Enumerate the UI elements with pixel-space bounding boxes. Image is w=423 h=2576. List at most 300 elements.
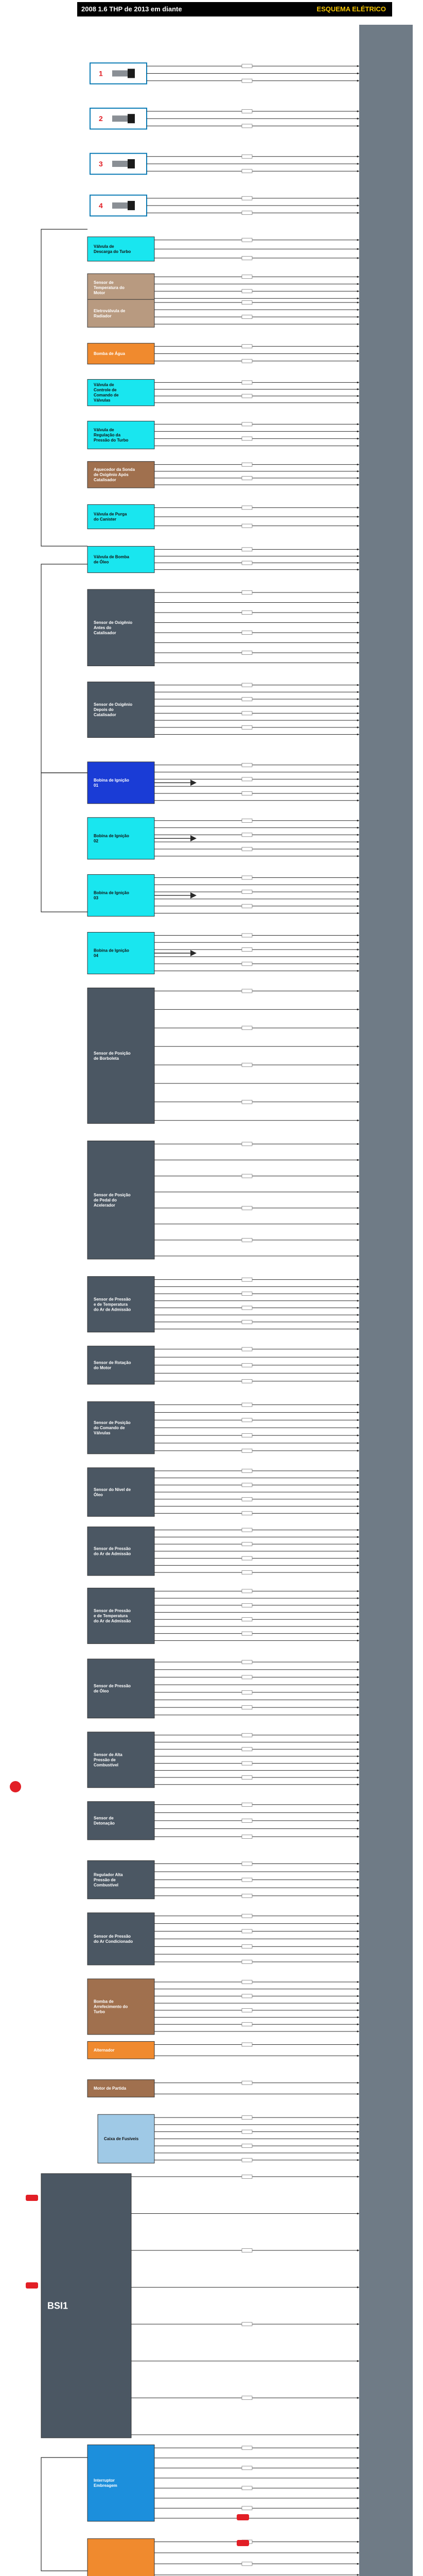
bus-pin xyxy=(357,197,358,199)
bus-pin xyxy=(357,516,358,517)
bus-pin xyxy=(357,1871,358,1872)
bus-pin xyxy=(357,622,358,623)
wire-code-tag xyxy=(242,238,252,242)
wire-code-tag xyxy=(242,256,252,260)
wire-code-tag xyxy=(242,2008,252,2012)
wire-code-tag xyxy=(242,1100,252,1104)
bus-pin xyxy=(357,963,358,964)
bus-pin xyxy=(357,2552,358,2553)
fuse-badge xyxy=(237,2540,249,2546)
diagram-title: 2008 1.6 THP de 2013 em diante xyxy=(81,5,182,13)
component-28 xyxy=(87,1732,359,1788)
bus-pin xyxy=(357,848,358,850)
component-19 xyxy=(87,988,359,1123)
bus-pin xyxy=(357,1961,358,1962)
bus-pin xyxy=(357,1143,358,1145)
wire-code-tag xyxy=(242,2130,252,2133)
component-1 xyxy=(90,108,359,129)
bus-pin xyxy=(357,1505,358,1507)
wire-code-tag xyxy=(242,2323,252,2326)
injector-connector-icon xyxy=(128,69,135,78)
wire-code-tag xyxy=(242,1945,252,1948)
bus-pin xyxy=(357,1207,358,1209)
wire-code-tag xyxy=(242,1862,252,1866)
component-33 xyxy=(87,2041,359,2059)
bus-pin xyxy=(357,1836,358,1837)
bus-pin xyxy=(357,1286,358,1287)
component-18 xyxy=(87,933,359,974)
bus-pin xyxy=(357,1536,358,1538)
component-10 xyxy=(87,462,359,488)
component-label: Depois do xyxy=(94,707,114,713)
bus-pin xyxy=(357,1770,358,1771)
component-label: e de Temperatura xyxy=(94,1614,128,1619)
component-box xyxy=(87,2539,154,2576)
wire-code-tag xyxy=(242,1618,252,1621)
bus-pin xyxy=(357,1380,358,1382)
bus-pin xyxy=(357,855,358,857)
wire-code-tag xyxy=(242,1306,252,1310)
wire-code-tag xyxy=(242,1929,252,1933)
bus-pin xyxy=(357,684,358,686)
wire-code-tag xyxy=(242,211,252,215)
bus-pin xyxy=(357,1419,358,1421)
bus-pin xyxy=(357,1307,358,1309)
bus-pin xyxy=(357,1442,358,1444)
bus-pin xyxy=(357,1279,358,1280)
component-35 xyxy=(98,2114,359,2163)
wire-code-tag xyxy=(242,381,252,384)
wire-code-tag xyxy=(242,725,252,729)
bus-pin xyxy=(357,445,358,447)
component-24 xyxy=(87,1468,359,1516)
component-26 xyxy=(87,1588,359,1643)
ground-loop xyxy=(41,229,87,546)
wire-code-tag xyxy=(242,1278,252,1281)
component-label: Caixa de Fusíveis xyxy=(104,2137,139,2142)
bus-pin xyxy=(357,1314,358,1316)
component-label: e de Temperatura xyxy=(94,1302,128,1307)
bus-pin xyxy=(357,382,358,383)
bus-pin xyxy=(357,1930,358,1932)
component-label: Óleo xyxy=(94,1492,103,1497)
bus-pin xyxy=(357,2477,358,2479)
bus-pin xyxy=(357,1762,358,1764)
bus-pin xyxy=(357,1633,358,1634)
bus-pin xyxy=(357,1223,358,1225)
wire-code-tag xyxy=(242,345,252,348)
bus-pin xyxy=(357,698,358,700)
bus-pin xyxy=(357,1669,358,1670)
wire-code-tag xyxy=(242,476,252,480)
component-8 xyxy=(87,379,359,405)
wire-code-tag xyxy=(242,290,252,293)
bus-pin xyxy=(357,276,358,278)
bus-pin xyxy=(357,1328,358,1330)
wire-code-tag xyxy=(242,876,252,879)
wire-code-tag xyxy=(242,301,252,304)
bus-pin xyxy=(357,2131,358,2132)
bus-pin xyxy=(357,827,358,828)
wire-code-tag xyxy=(242,1994,252,1998)
wire-code-tag xyxy=(242,2144,252,2148)
component-label: Embreagem xyxy=(94,2483,117,2488)
wire-code-tag xyxy=(242,524,252,528)
wire-code-tag xyxy=(242,422,252,426)
bus-pin xyxy=(357,1404,358,1405)
component-label: Pressão de xyxy=(94,1877,116,1883)
bus-pin xyxy=(357,1191,358,1193)
component-label: Sensor de Alta xyxy=(94,1752,122,1757)
component-label: do Canister xyxy=(94,517,117,522)
component-label: Catalisador xyxy=(94,477,116,482)
component-11 xyxy=(87,504,359,529)
bus-pin xyxy=(357,1435,358,1436)
bus-pin xyxy=(357,1450,358,1451)
bus-pin xyxy=(357,1734,358,1736)
bus-pin xyxy=(357,395,358,397)
component-label: Sensor de Oxigênio xyxy=(94,620,133,625)
bus-pin xyxy=(357,786,358,787)
bus-pin xyxy=(357,2467,358,2469)
component-label: Regulação da xyxy=(94,433,121,438)
component-label: Temperatura do xyxy=(94,285,125,290)
component-label: Detonação xyxy=(94,1821,115,1826)
diagram-subtitle: ESQUEMA ELÉTRICO xyxy=(316,5,386,13)
wire-code-tag xyxy=(242,1142,252,1146)
component-label: Sensor de Pressão xyxy=(94,1546,131,1551)
bus-pin xyxy=(357,820,358,821)
component-label: Válvula de xyxy=(94,382,114,387)
bus-pin xyxy=(357,1953,358,1955)
bus-pin xyxy=(357,1372,358,1374)
ground-loop xyxy=(41,773,87,912)
wire-code-tag xyxy=(242,2446,252,2450)
bus-pin xyxy=(357,1661,358,1663)
wire-code-tag xyxy=(242,2506,252,2510)
power-source-icon xyxy=(10,1781,21,1792)
bus-pin xyxy=(357,298,358,299)
bus-pin xyxy=(357,171,358,172)
bus-pin xyxy=(357,388,358,390)
bus-pin xyxy=(357,970,358,972)
bus-pin xyxy=(357,2497,358,2499)
bus-pin xyxy=(357,1529,358,1531)
bus-pin xyxy=(357,1571,358,1573)
bus-pin xyxy=(357,212,358,214)
component-32 xyxy=(87,1979,359,2035)
bus-pin xyxy=(357,2487,358,2489)
wire-code-tag xyxy=(242,2562,252,2566)
wire-code-tag xyxy=(242,1960,252,1963)
bus-pin xyxy=(357,2159,358,2161)
component-label: de Óleo xyxy=(94,560,109,565)
wire-code-tag xyxy=(242,1761,252,1765)
bus-pin xyxy=(357,2152,358,2154)
wire-code-tag xyxy=(242,1914,252,1918)
wire-code-tag xyxy=(242,79,252,82)
fuse-badge xyxy=(237,2514,249,2520)
bus-pin xyxy=(357,771,358,773)
component-label: Comando de xyxy=(94,393,119,398)
injector-connector-icon xyxy=(128,159,135,168)
bus-pin xyxy=(357,205,358,206)
component-13 xyxy=(87,589,359,666)
bus-pin xyxy=(357,2286,358,2288)
bus-pin xyxy=(357,1784,358,1785)
component-9 xyxy=(87,421,359,449)
component-16 xyxy=(87,818,359,859)
bus-pin xyxy=(357,1064,358,1065)
bus-pin xyxy=(357,1101,358,1103)
wire-code-tag xyxy=(242,1483,252,1487)
component-label: Sensor de Pressão xyxy=(94,1684,131,1689)
bus-pin xyxy=(357,792,358,794)
component-label: Interruptor xyxy=(94,2478,115,2483)
bus-pin xyxy=(357,1676,358,1678)
component-label: Bomba de xyxy=(94,1999,114,2004)
bus-pin xyxy=(357,1321,358,1323)
bus-pin xyxy=(357,591,358,593)
component-label: Catalisador xyxy=(94,713,116,718)
bus-pin xyxy=(357,1612,358,1613)
wire-code-tag xyxy=(242,948,252,952)
wire-code-tag xyxy=(242,196,252,200)
bus-pin xyxy=(357,1995,358,1997)
component-label: do Ar de Admissão xyxy=(94,1551,131,1556)
component-label: Eletroválvula de xyxy=(94,308,126,313)
bus-pin xyxy=(357,1707,358,1708)
wire-code-tag xyxy=(242,1320,252,1324)
bus-pin xyxy=(357,2213,358,2214)
bus-pin xyxy=(357,402,358,403)
arrow-icon xyxy=(190,779,197,786)
component-label: Motor xyxy=(94,290,105,295)
bus-pin xyxy=(357,1879,358,1880)
bus-pin xyxy=(357,569,358,570)
component-label: do Ar de Admissão xyxy=(94,1307,131,1312)
wire-code-tag xyxy=(242,2158,252,2162)
bus-pin xyxy=(357,1820,358,1821)
wire-code-tag xyxy=(242,1026,252,1030)
ground-loop xyxy=(41,564,87,773)
wire-code-tag xyxy=(242,651,252,655)
wire-code-tag xyxy=(242,711,252,715)
component-label: Sensor de Posição xyxy=(94,1050,131,1056)
component-label: do Ar Condicionado xyxy=(94,1939,133,1944)
bus-pin xyxy=(357,1239,358,1241)
component-37 xyxy=(87,2445,359,2521)
wire-code-tag xyxy=(242,2466,252,2470)
bus-pin xyxy=(357,912,358,914)
bus-pin xyxy=(357,1597,358,1599)
component-6 xyxy=(87,299,359,327)
component-30 xyxy=(87,1860,359,1899)
component-36 xyxy=(41,2174,359,2438)
bus-pin xyxy=(357,662,358,664)
bus-pin xyxy=(357,118,358,120)
bus-pin xyxy=(357,1046,358,1047)
component-20 xyxy=(87,1141,359,1259)
wire-code-tag xyxy=(242,2249,252,2252)
component-label: Combustível xyxy=(94,1762,119,1768)
component-label: Turbo xyxy=(94,2009,105,2014)
wire-code-tag xyxy=(242,1497,252,1501)
bus-pin xyxy=(357,898,358,900)
wire-code-tag xyxy=(242,777,252,781)
bus-pin xyxy=(357,1741,358,1743)
bus-pin xyxy=(357,1477,358,1479)
bus-pin xyxy=(357,324,358,325)
bus-pin xyxy=(357,2397,358,2399)
bus-pin xyxy=(357,2024,358,2025)
component-label: Alternador xyxy=(94,2047,115,2053)
bus-pin xyxy=(357,555,358,557)
bus-pin xyxy=(357,1604,358,1606)
bus-pin xyxy=(357,632,358,633)
bus-pin xyxy=(357,2145,358,2147)
wire-code-tag xyxy=(242,561,252,565)
bus-pin xyxy=(357,549,358,550)
wire-code-tag xyxy=(242,1803,252,1806)
bus-pin xyxy=(357,562,358,564)
bus-pin xyxy=(357,346,358,347)
bus-pin xyxy=(357,734,358,735)
bus-pin xyxy=(357,2030,358,2032)
wire-code-tag xyxy=(242,904,252,908)
component-label: Sensor de xyxy=(94,280,114,285)
component-label: Sensor de Oxigênio xyxy=(94,702,133,707)
bus-pin xyxy=(357,2176,358,2177)
bus-pin xyxy=(357,470,358,472)
bus-pin xyxy=(357,65,358,67)
component-label: Descarga do Turbo xyxy=(94,249,131,254)
wire-code-tag xyxy=(242,2043,252,2046)
bus-pin xyxy=(357,1348,358,1350)
bus-pin xyxy=(357,1640,358,1641)
component-5 xyxy=(87,274,359,301)
component-label: Válvulas xyxy=(94,398,111,403)
bus-pin xyxy=(357,302,358,303)
arrow-icon xyxy=(190,835,197,841)
component-label: Válvula de xyxy=(94,244,114,249)
wire-code-tag xyxy=(242,1589,252,1593)
bus-pin xyxy=(357,691,358,693)
bus-pin xyxy=(357,1923,358,1924)
bus-pin xyxy=(357,316,358,318)
ground-loop xyxy=(41,2458,87,2571)
bus-pin xyxy=(357,834,358,836)
wire-code-tag xyxy=(242,275,252,279)
bus-pin xyxy=(357,1776,358,1778)
bus-pin xyxy=(357,720,358,721)
component-7 xyxy=(87,343,359,364)
component-22 xyxy=(87,1346,359,1384)
bus-pin xyxy=(357,477,358,479)
wire-code-tag xyxy=(242,548,252,551)
component-label: Sensor de Pressão xyxy=(94,1608,131,1614)
bus-pin xyxy=(357,1120,358,1121)
component-25 xyxy=(87,1527,359,1575)
component-label: BSI1 xyxy=(47,2300,68,2311)
wire-code-tag xyxy=(242,2175,252,2178)
arrow-icon xyxy=(190,892,197,899)
wire-code-tag xyxy=(242,463,252,466)
wire-code-tag xyxy=(242,1363,252,1367)
component-label: do Motor xyxy=(94,1365,112,1370)
bus-pin xyxy=(357,1828,358,1829)
wire-code-tag xyxy=(242,1512,252,1515)
bus-pin xyxy=(357,1427,358,1429)
bus-pin xyxy=(357,156,358,157)
component-label: Bomba de Água xyxy=(94,351,125,357)
component-label: Antes do xyxy=(94,625,112,630)
bus-pin xyxy=(357,2324,358,2325)
bus-pin xyxy=(357,1863,358,1865)
bus-pin xyxy=(357,1300,358,1301)
bus-pin xyxy=(357,602,358,603)
bus-pin xyxy=(357,652,358,653)
wire-code-tag xyxy=(242,1063,252,1067)
bus-pin xyxy=(357,2447,358,2449)
wire-code-tag xyxy=(242,1748,252,1751)
wire-code-tag xyxy=(242,1603,252,1607)
bus-pin xyxy=(357,1498,358,1500)
wire-code-tag xyxy=(242,1819,252,1822)
component-label: 01 xyxy=(94,783,98,788)
wire-code-tag xyxy=(242,155,252,158)
bus-pin xyxy=(357,905,358,907)
bus-pin xyxy=(357,484,358,485)
wire-code-tag xyxy=(242,890,252,894)
wire-code-tag xyxy=(242,697,252,701)
wire-code-tag xyxy=(242,1894,252,1897)
wire-code-tag xyxy=(242,437,252,440)
wire-code-tag xyxy=(242,2116,252,2120)
bus-pin xyxy=(357,713,358,714)
bus-pin xyxy=(357,248,358,250)
component-label: de Pedal do xyxy=(94,1197,117,1202)
bus-pin xyxy=(357,705,358,707)
bus-pin xyxy=(357,884,358,886)
bus-pin xyxy=(357,2541,358,2543)
bus-pin xyxy=(357,1543,358,1545)
component-12 xyxy=(87,546,359,572)
bus-pin xyxy=(357,2138,358,2140)
component-label: Pressão do Turbo xyxy=(94,438,129,443)
bus-pin xyxy=(357,80,358,81)
bus-pin xyxy=(357,642,358,643)
bus-pin xyxy=(357,1364,358,1366)
bus-pin xyxy=(357,1565,358,1566)
component-label: Catalisador xyxy=(94,630,116,635)
bus-pin xyxy=(357,1293,358,1294)
bus-pin xyxy=(357,726,358,728)
bus-pin xyxy=(357,525,358,527)
bus-pin xyxy=(357,73,358,74)
bus-pin xyxy=(357,778,358,780)
component-label: Motor de Partida xyxy=(94,2086,127,2091)
component-23 xyxy=(87,1402,359,1454)
bus-pin xyxy=(357,1946,358,1947)
component-34 xyxy=(87,2080,359,2097)
wire-code-tag xyxy=(242,1238,252,1242)
wire-code-tag xyxy=(242,1449,252,1452)
wire-code-tag xyxy=(242,683,252,687)
bus-pin xyxy=(357,423,358,425)
component-label: de Borboleta xyxy=(94,1056,119,1061)
wire-code-tag xyxy=(242,170,252,173)
